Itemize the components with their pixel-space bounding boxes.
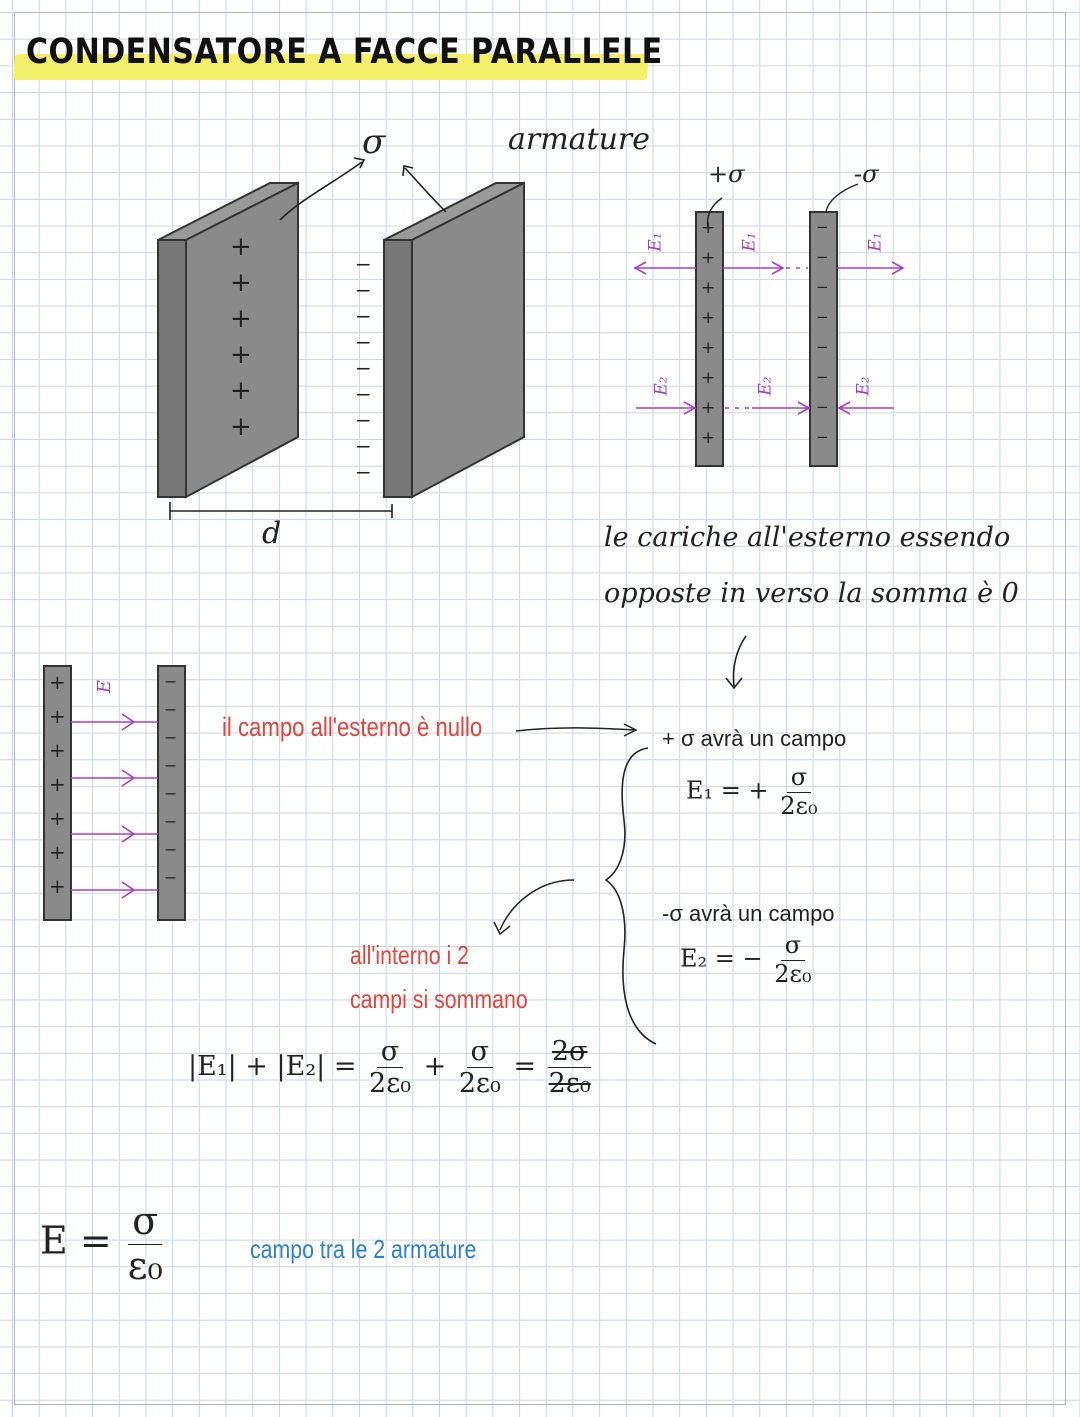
- plus-charge: +: [230, 232, 252, 262]
- note-outside-line2: opposte in verso la somma è 0: [604, 578, 1019, 609]
- plus-charge: +: [49, 840, 66, 864]
- plus-charge: +: [230, 268, 252, 298]
- minus-charge: −: [164, 784, 178, 803]
- sum-frac-2-den: 2ε₀: [458, 1068, 501, 1100]
- plus-charge: +: [701, 218, 716, 238]
- minus-charge: −: [816, 248, 829, 266]
- note-inside-line1: all'interno i 2: [350, 940, 470, 970]
- minus-charge: −: [164, 868, 178, 887]
- minus-charge: −: [164, 756, 178, 775]
- sum-frac-1-den: 2ε₀: [369, 1068, 412, 1100]
- plus-charge: +: [49, 772, 66, 796]
- minus-charge: −: [355, 382, 372, 406]
- plus-charge: +: [230, 376, 252, 406]
- minus-charge: −: [355, 278, 372, 302]
- minus-sigma-label: -σ: [854, 160, 879, 188]
- e2-label-middle: E₂: [755, 376, 776, 396]
- e2-num: σ: [781, 932, 805, 961]
- plus-charge: +: [230, 340, 252, 370]
- plus-charge: +: [701, 248, 716, 268]
- plus-charge: +: [701, 308, 716, 328]
- final-formula: [40, 1200, 167, 1288]
- e1-lhs: E₁ = +: [686, 776, 769, 805]
- minus-charge: −: [816, 428, 829, 446]
- e1-label-left: E₁: [645, 232, 666, 252]
- neg-field-text: -σ avrà un campo: [662, 901, 835, 926]
- minus-charge: −: [816, 308, 829, 326]
- e2-formula: [680, 932, 816, 988]
- plus-charge: +: [49, 874, 66, 898]
- minus-charge: −: [355, 434, 372, 458]
- plus-charge: +: [49, 704, 66, 728]
- minus-charge: −: [355, 408, 372, 432]
- e1-formula: [686, 764, 822, 820]
- e2-fraction: [770, 932, 815, 988]
- plus-charge: +: [49, 806, 66, 830]
- sigma-label: σ: [362, 122, 386, 162]
- e1-label-right: E₁: [865, 232, 886, 252]
- plus-sigma-label: +σ: [708, 160, 745, 188]
- plus-charge: +: [701, 278, 716, 298]
- sum-plus: +: [423, 1051, 447, 1083]
- arrow-to-inside: [500, 880, 574, 930]
- e2-lhs: E₂ = −: [680, 944, 763, 973]
- e1-den: 2ε₀: [780, 791, 818, 820]
- sum-frac-2-num: σ: [467, 1036, 493, 1068]
- final-lhs: E =: [40, 1218, 112, 1263]
- sum-frac-1: [365, 1036, 415, 1099]
- e2-den: 2ε₀: [774, 959, 812, 988]
- final-note: campo tra le 2 armature: [250, 1234, 477, 1264]
- e2-label-left: E₂: [651, 376, 672, 396]
- distance-label: d: [262, 516, 282, 551]
- note-outside-line1: le cariche all'esterno essendo: [604, 522, 1011, 553]
- arrow-to-notes: [516, 728, 634, 731]
- sum-frac-2: [455, 1036, 505, 1099]
- note-outside-null: il campo all'esterno è nullo: [222, 712, 483, 742]
- minus-charge: −: [816, 338, 829, 356]
- minus-charge: −: [816, 218, 829, 236]
- sum-lhs: |E₁| + |E₂| =: [188, 1051, 357, 1083]
- minus-charge: −: [816, 368, 829, 386]
- e2-label-right: E₂: [853, 376, 874, 396]
- minus-charge: −: [164, 672, 178, 691]
- plus-charge: +: [701, 368, 716, 388]
- final-den: ε₀: [127, 1243, 163, 1288]
- e1-num: σ: [787, 764, 811, 793]
- minus-charge: −: [164, 840, 178, 859]
- sum-formula: [188, 1036, 595, 1099]
- note-inside-line2: campi si sommano: [350, 984, 528, 1014]
- minus-charge: −: [355, 304, 372, 328]
- minus-charge: −: [164, 728, 178, 747]
- plus-charge: +: [701, 428, 716, 448]
- plus-charge: +: [701, 338, 716, 358]
- sum-result-num: 2σ: [548, 1036, 592, 1068]
- sum-equals: =: [513, 1051, 537, 1083]
- minus-charge: −: [164, 812, 178, 831]
- pos-field-text: + σ avrà un campo: [662, 726, 847, 751]
- plus-charge: +: [230, 304, 252, 334]
- minus-charge: −: [355, 460, 372, 484]
- plus-charge: +: [49, 670, 66, 694]
- field-label: E: [94, 679, 116, 694]
- e1-fraction: [776, 764, 821, 820]
- minus-charge: −: [816, 278, 829, 296]
- minus-charge: −: [355, 252, 372, 276]
- e1-label-middle: E₁: [739, 232, 760, 252]
- minus-charge: −: [164, 700, 178, 719]
- curly-brace: [606, 748, 656, 1044]
- minus-charge: −: [355, 330, 372, 354]
- plus-charge: +: [230, 412, 252, 442]
- plus-charge: +: [49, 738, 66, 762]
- sum-frac-1-num: σ: [377, 1036, 403, 1068]
- plus-charge: +: [701, 398, 716, 418]
- armature-label: armature: [508, 122, 651, 157]
- sum-frac-result: [545, 1036, 595, 1099]
- minus-charge: −: [355, 356, 372, 380]
- final-num: σ: [128, 1200, 162, 1245]
- minus-charge: −: [816, 398, 829, 416]
- final-fraction: [124, 1200, 167, 1288]
- page-title: CONDENSATORE A FACCE PARALLELE: [26, 32, 663, 72]
- sum-result-den: 2ε₀: [548, 1068, 591, 1100]
